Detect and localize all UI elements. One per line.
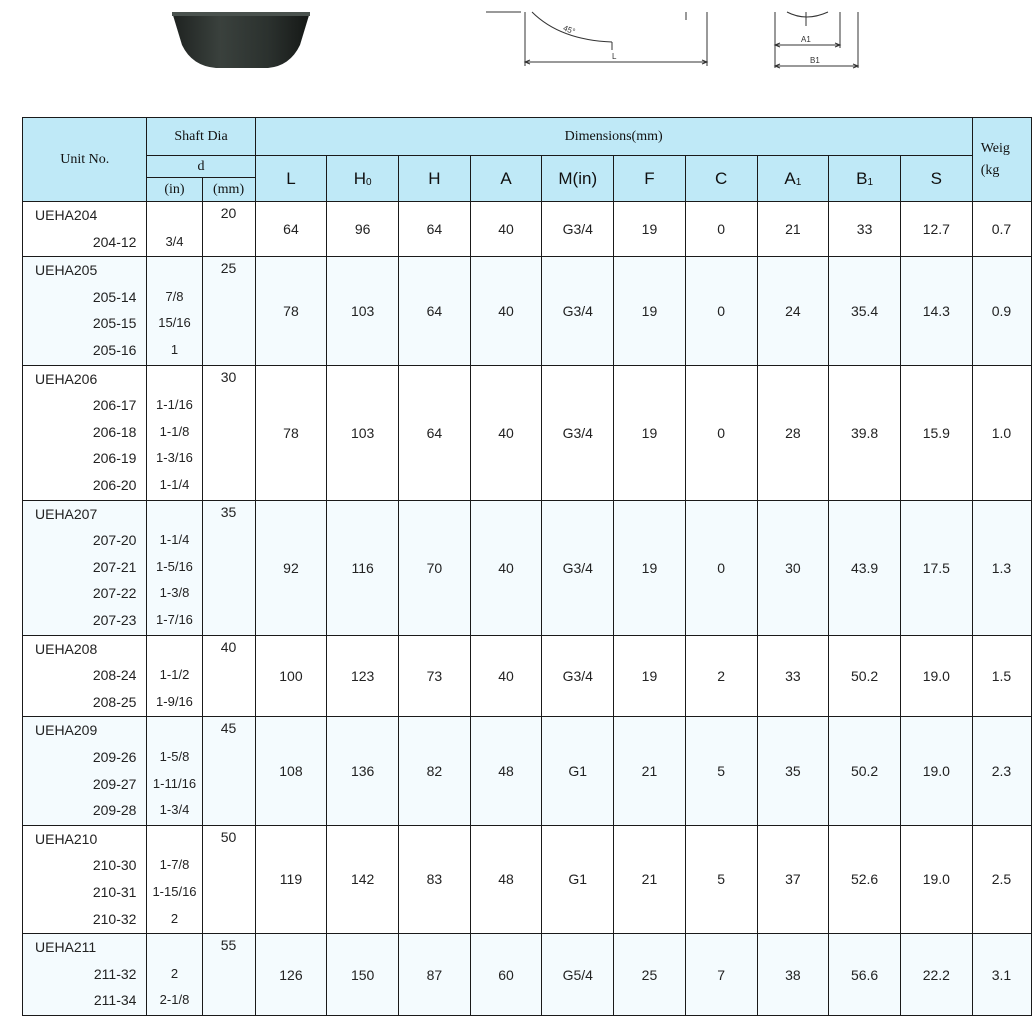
sub-unit-no: 207-23 (92, 611, 137, 628)
unit-group (23, 202, 1032, 257)
dimension-value: 123 (327, 635, 399, 717)
dimension-value: 21 (614, 825, 686, 933)
unit-no-cell (23, 500, 147, 635)
unit-group (23, 257, 1032, 365)
dimension-value: 2 (685, 635, 757, 717)
mm-value: 25 (220, 260, 237, 277)
weight-value: 0.9 (972, 257, 1031, 365)
mm-cell (202, 825, 255, 933)
dimension-value: 5 (685, 825, 757, 933)
table-row (23, 500, 1032, 635)
dimension-value: 108 (255, 717, 327, 825)
inch-value: 1-1/16 (156, 397, 193, 413)
inch-value: 1-1/2 (159, 667, 190, 683)
drawing-svg (0, 0, 1013, 110)
dimension-value: 21 (614, 717, 686, 825)
dimension-value: 35.4 (829, 257, 901, 365)
sub-unit-no: 208-24 (92, 667, 137, 684)
inch-blank (147, 717, 201, 744)
unit-no-cell (23, 257, 147, 365)
inch-value: 1-9/16 (156, 693, 193, 709)
dimension-value: 37 (757, 825, 829, 933)
dimension-value: 0 (685, 257, 757, 365)
weight-value: 0.7 (972, 202, 1031, 257)
inch-value: 1-1/4 (159, 532, 190, 548)
dimension-value: 50.2 (829, 635, 901, 717)
table-row (23, 717, 1032, 825)
inch-cell (147, 717, 202, 825)
dim-header-s: S (900, 156, 972, 202)
dimension-value: 64 (399, 202, 471, 257)
inch-blank (147, 366, 201, 393)
dimension-value: 73 (399, 635, 471, 717)
table-row (23, 257, 1032, 365)
dimension-value: 19 (614, 202, 686, 257)
dimension-value: 12.7 (900, 202, 972, 257)
dimension-value: 64 (399, 365, 471, 500)
mm-cell (202, 202, 255, 257)
sub-unit-no: 209-26 (92, 748, 137, 765)
inch-blank (147, 636, 201, 663)
dimension-value: 19 (614, 257, 686, 365)
weight-value: 1.0 (972, 365, 1031, 500)
sub-unit-no: 209-27 (92, 775, 137, 792)
dimension-value: 78 (255, 257, 327, 365)
dim-header-m: M(in) (542, 156, 614, 202)
dimension-value: 15.9 (900, 365, 972, 500)
inch-value: 1-5/16 (156, 558, 193, 574)
inch-cell (147, 365, 202, 500)
sub-unit-no: 210-32 (92, 910, 137, 927)
dimension-value: 48 (470, 717, 542, 825)
mm-value: 35 (220, 503, 237, 520)
sub-unit-no: 204-12 (92, 233, 137, 250)
dimension-value: G3/4 (542, 365, 614, 500)
dimension-value: 103 (327, 365, 399, 500)
dimension-value: 5 (685, 717, 757, 825)
unit-no-header: Unit No. (23, 118, 147, 202)
inch-value: 1-7/16 (156, 611, 193, 627)
dimension-value: 50.2 (829, 717, 901, 825)
specification-table (22, 117, 1013, 1009)
inch-value: 1-3/4 (159, 802, 190, 818)
mm-cell (202, 934, 255, 1016)
unit-group (23, 825, 1032, 933)
dimension-value: 64 (255, 202, 327, 257)
dim-header-h: H (399, 156, 471, 202)
inch-cell (147, 635, 202, 717)
side-view-drawing (486, 12, 707, 66)
mm-cell (202, 635, 255, 717)
dimension-value: 39.8 (829, 365, 901, 500)
dimension-value: G1 (542, 717, 614, 825)
inch-value: 1-11/16 (152, 775, 197, 791)
unit-group (23, 500, 1032, 635)
dimension-value: 83 (399, 825, 471, 933)
dimension-value: 40 (470, 500, 542, 635)
inch-value: 1-7/8 (159, 857, 190, 873)
unit-no-cell (23, 635, 147, 717)
weight-value: 2.3 (972, 717, 1031, 825)
inch-cell (147, 202, 202, 257)
unit-no: UEHA204 (35, 207, 98, 223)
shaft-dia-header: Shaft Dia (147, 118, 255, 156)
inch-value: 1-3/8 (159, 585, 190, 601)
dimension-value: 103 (327, 257, 399, 365)
dimension-value: 19 (614, 635, 686, 717)
mm-value: 50 (220, 828, 237, 845)
top-illustrations (0, 0, 1013, 110)
sub-unit-no: 206-17 (92, 397, 137, 414)
dim-header-f: F (614, 156, 686, 202)
dimension-value: 96 (327, 202, 399, 257)
inch-cell (147, 825, 202, 933)
sub-unit-no: 210-31 (92, 883, 137, 900)
sub-unit-no: 211-34 (93, 992, 137, 1009)
dimension-value: 40 (470, 202, 542, 257)
dimension-value: 136 (327, 717, 399, 825)
sub-unit-no: 205-15 (92, 315, 137, 332)
inch-value: 1-1/4 (159, 476, 190, 492)
housing-rim (172, 12, 310, 16)
mm-cell (202, 257, 255, 365)
weight-value: 1.5 (972, 635, 1031, 717)
dim-header-a1: $A_1$ (757, 156, 829, 202)
sub-unit-no: 206-18 (92, 423, 137, 440)
inch-value: 3/4 (165, 233, 184, 249)
inch-value: 2-1/8 (159, 992, 190, 1008)
dimension-value: 21 (757, 202, 829, 257)
mm-value: 20 (220, 205, 237, 221)
dimension-value: 19 (614, 365, 686, 500)
sub-unit-no: 211-32 (93, 965, 137, 982)
dimension-value: G3/4 (542, 635, 614, 717)
angle-label: 45° (561, 23, 577, 37)
inch-blank (147, 934, 201, 961)
table-row (23, 635, 1032, 717)
unit-no: UEHA211 (35, 939, 97, 956)
inch-value: 1-5/8 (159, 748, 190, 764)
dimension-value: 52.6 (829, 825, 901, 933)
unit-no: UEHA207 (35, 505, 98, 522)
dim-header-c: C (685, 156, 757, 202)
unit-group (23, 717, 1032, 825)
inch-value: 1-3/16 (156, 450, 193, 466)
inch-header: (in) (147, 178, 202, 202)
d-header: d (147, 156, 255, 178)
dimension-value: 19.0 (900, 717, 972, 825)
dimension-value: 33 (757, 635, 829, 717)
a1-label: A1 (801, 35, 811, 44)
sub-unit-no: 209-28 (92, 802, 137, 819)
table-row (23, 825, 1032, 933)
dimension-value: 100 (255, 635, 327, 717)
dimension-value: 25 (614, 934, 686, 1016)
sub-unit-no: 206-20 (92, 476, 137, 493)
dimension-value: 40 (470, 257, 542, 365)
mm-value: 30 (220, 368, 237, 385)
dimension-value: 35 (757, 717, 829, 825)
unit-group (23, 934, 1032, 1016)
dimensions-header: Dimensions(mm) (255, 118, 972, 156)
dimension-value: G3/4 (542, 257, 614, 365)
unit-no-cell (23, 202, 147, 257)
sub-unit-no: 207-20 (92, 532, 137, 549)
sub-unit-no: 205-14 (92, 288, 137, 305)
dimension-value: 64 (399, 257, 471, 365)
dimension-value: 48 (470, 825, 542, 933)
dim-header-l: L (255, 156, 327, 202)
inch-blank (147, 501, 201, 528)
sub-unit-no: 207-22 (92, 585, 137, 602)
table-row (23, 202, 1032, 257)
dimension-value: 30 (757, 500, 829, 635)
dimension-value: 19 (614, 500, 686, 635)
table-row (23, 934, 1032, 1016)
dimension-value: 150 (327, 934, 399, 1016)
dimension-value: 119 (255, 825, 327, 933)
dim-header-h0: $H_0$ (327, 156, 399, 202)
inch-blank (147, 202, 201, 229)
mm-cell (202, 365, 255, 500)
unit-no-cell (23, 934, 147, 1016)
dimension-value: 22.2 (900, 934, 972, 1016)
dimension-value: 56.6 (829, 934, 901, 1016)
unit-no-cell (23, 365, 147, 500)
mm-cell (202, 717, 255, 825)
dim-header-a: A (470, 156, 542, 202)
unit-no: UEHA209 (35, 722, 98, 739)
length-label: L (612, 52, 617, 61)
sub-unit-no: 205-16 (92, 341, 137, 358)
inch-value: 1-1/8 (159, 423, 190, 439)
dimension-value: 19.0 (900, 825, 972, 933)
unit-no: UEHA206 (35, 370, 98, 387)
table-header (23, 118, 1032, 202)
dimension-value: 43.9 (829, 500, 901, 635)
dimension-value: 116 (327, 500, 399, 635)
dimension-value: 0 (685, 500, 757, 635)
weight-value: 1.3 (972, 500, 1031, 635)
unit-no: UEHA208 (35, 640, 98, 657)
mm-cell (202, 500, 255, 635)
unit-no-cell (23, 825, 147, 933)
unit-no: UEHA210 (35, 830, 98, 847)
dimension-value: 17.5 (900, 500, 972, 635)
weight-value: 2.5 (972, 825, 1031, 933)
table-row (23, 365, 1032, 500)
sub-unit-no: 207-21 (92, 558, 137, 575)
inch-blank (147, 826, 201, 853)
bearing-housing-photo (172, 12, 310, 68)
inch-cell (147, 257, 202, 365)
dimension-value: 87 (399, 934, 471, 1016)
weight-value: 3.1 (972, 934, 1031, 1016)
inch-value: 1 (170, 341, 179, 357)
dimension-value: 7 (685, 934, 757, 1016)
inch-cell (147, 934, 202, 1016)
dimension-value: 19.0 (900, 635, 972, 717)
dimension-value: 142 (327, 825, 399, 933)
inch-cell (147, 500, 202, 635)
inch-value: 1-15/16 (152, 883, 197, 899)
unit-no-cell (23, 717, 147, 825)
dimension-value: 40 (470, 365, 542, 500)
dimension-value: 60 (470, 934, 542, 1016)
mm-header: (mm) (202, 178, 255, 202)
dimension-value: 70 (399, 500, 471, 635)
dimension-value: 24 (757, 257, 829, 365)
inch-value: 7/8 (165, 288, 184, 304)
dimension-value: 40 (470, 635, 542, 717)
b1-label: B1 (810, 56, 820, 65)
unit-no: UEHA205 (35, 262, 98, 279)
dimension-value: 38 (757, 934, 829, 1016)
sub-unit-no: 210-30 (92, 857, 137, 874)
inch-value: 2 (170, 910, 179, 926)
unit-group (23, 635, 1032, 717)
inch-value: 2 (170, 965, 179, 981)
dimension-value: 126 (255, 934, 327, 1016)
dimension-value: 28 (757, 365, 829, 500)
dimension-value: 92 (255, 500, 327, 635)
inch-value: 15/16 (158, 315, 191, 331)
dim-header-b1: $B_1$ (829, 156, 901, 202)
dimension-value: 33 (829, 202, 901, 257)
inch-blank (147, 257, 201, 284)
dimension-value: 82 (399, 717, 471, 825)
mm-value: 45 (220, 720, 237, 737)
dimension-value: G3/4 (542, 202, 614, 257)
dimension-value: G1 (542, 825, 614, 933)
sub-unit-no: 206-19 (92, 450, 137, 467)
unit-group (23, 365, 1032, 500)
dimension-value: 0 (685, 202, 757, 257)
weight-header: Weig (kg (972, 118, 1031, 202)
mm-value: 40 (220, 638, 237, 655)
dimension-value: G5/4 (542, 934, 614, 1016)
dimension-value: 14.3 (900, 257, 972, 365)
mm-value: 55 (220, 937, 237, 954)
sub-unit-no: 208-25 (92, 693, 137, 710)
dimension-value: 78 (255, 365, 327, 500)
dimension-value: G3/4 (542, 500, 614, 635)
dimension-value: 0 (685, 365, 757, 500)
